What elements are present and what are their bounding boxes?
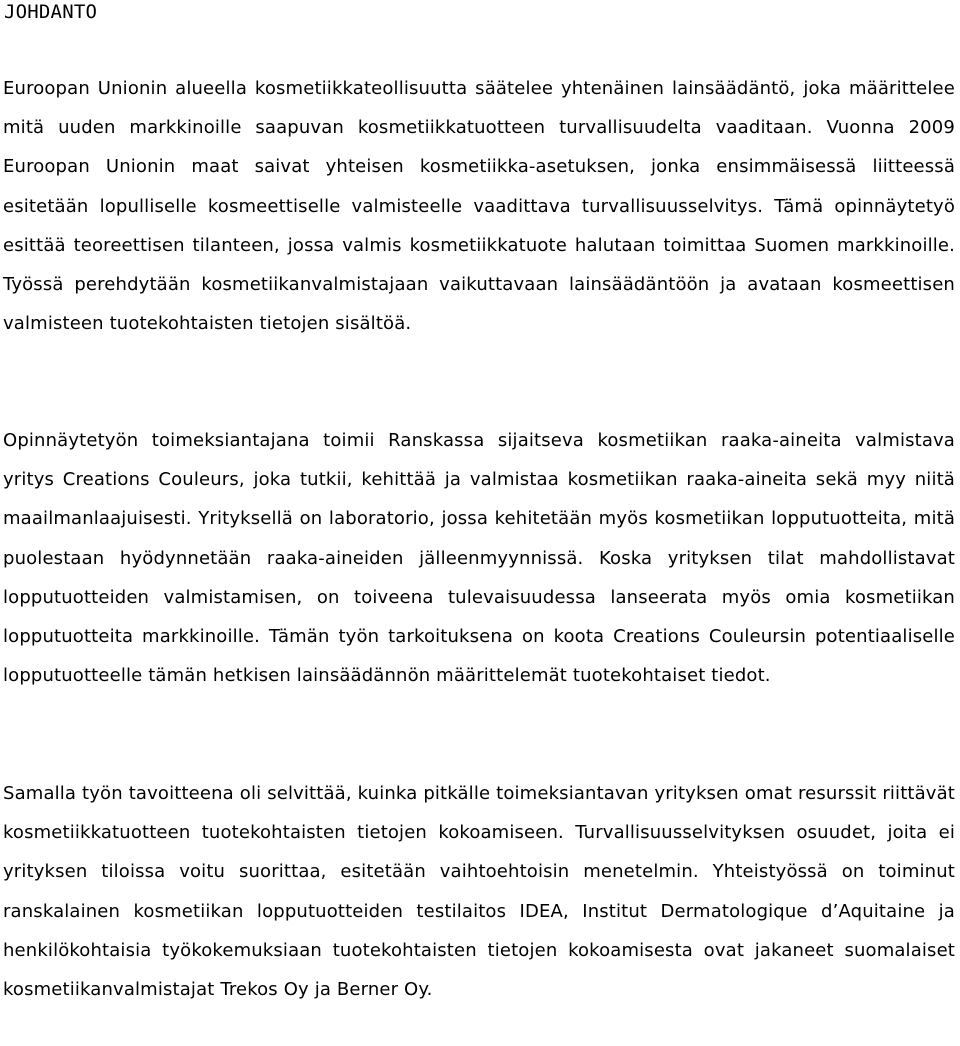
- paragraph-objectives: Samalla työn tavoitteena oli selvittää, kuinka pitkälle toimeksiantavan yrityksen omat resurssit riittävät kosmetiikkatuotteen tuotekohtaisten tietojen kokoamiseen. Turvallisuusselvityksen osuudet, joita ei yrityksen tiloissa voitu suorittaa, esitetään vaihtoehtoisin menetelmin. Yhteistyössä on toiminut ranskalainen kosmetiikan lopputuotteiden testilaitos IDEA, Institut Dermatologique d’Aquitaine ja henkilökohtaisia työkokemuksiaan tuotekohtaisten tietojen kokoamisesta ovat jakaneet suomalaiset kosmetiikanvalmistajat Trekos Oy ja Berner Oy.: [3, 783, 955, 1001]
- section-heading: JOHDANTO: [4, 1, 98, 23]
- paragraph-intro-legislation: Euroopan Unionin alueella kosmetiikkateollisuutta säätelee yhtenäinen lainsäädäntö, joka määrittelee mitä uuden markkinoille saapuvan kosmetiikkatuotteen turvallisuudelta vaaditaan. Vuonna 2009 Euroopan Unionin maat saivat yhteisen kosmetiikka-asetuksen, jonka ensimmäisessä liitteessä esitetään lopulliselle kosmeettiselle valmisteelle vaadittava turvallisuusselvitys. Tämä opinnäytetyö esittää teoreettisen tilanteen, jossa valmis kosmetiikkatuote halutaan toimittaa Suomen markkinoille. Työssä perehdytään kosmetiikanvalmistajaan vaikuttavaan lainsäädäntöön ja avataan kosmeettisen valmisteen tuotekohtaisten tietojen sisältöä.: [3, 78, 955, 335]
- paragraph-commissioner: Opinnäytetyön toimeksiantajana toimii Ranskassa sijaitseva kosmetiikan raaka-aineita valmistava yritys Creations Couleurs, joka tutkii, kehittää ja valmistaa kosmetiikan raaka-aineita sekä myy niitä maailmanlaajuisesti. Yrityksellä on laboratorio, jossa kehitetään myös kosmetiikan lopputuotteita, mitä puolestaan hyödynnetään raaka-aineiden jälleenmyynnissä. Koska yrityksen tilat mahdollistavat lopputuotteiden valmistamisen, on toiveena tulevaisuudessa lanseerata myös omia kosmetiikan lopputuotteita markkinoille. Tämän työn tarkoituksena on koota Creations Couleursin potentiaaliselle lopputuotteelle tämän hetkisen lainsäädännön määrittelemät tuotekohtaiset tiedot.: [3, 430, 955, 687]
